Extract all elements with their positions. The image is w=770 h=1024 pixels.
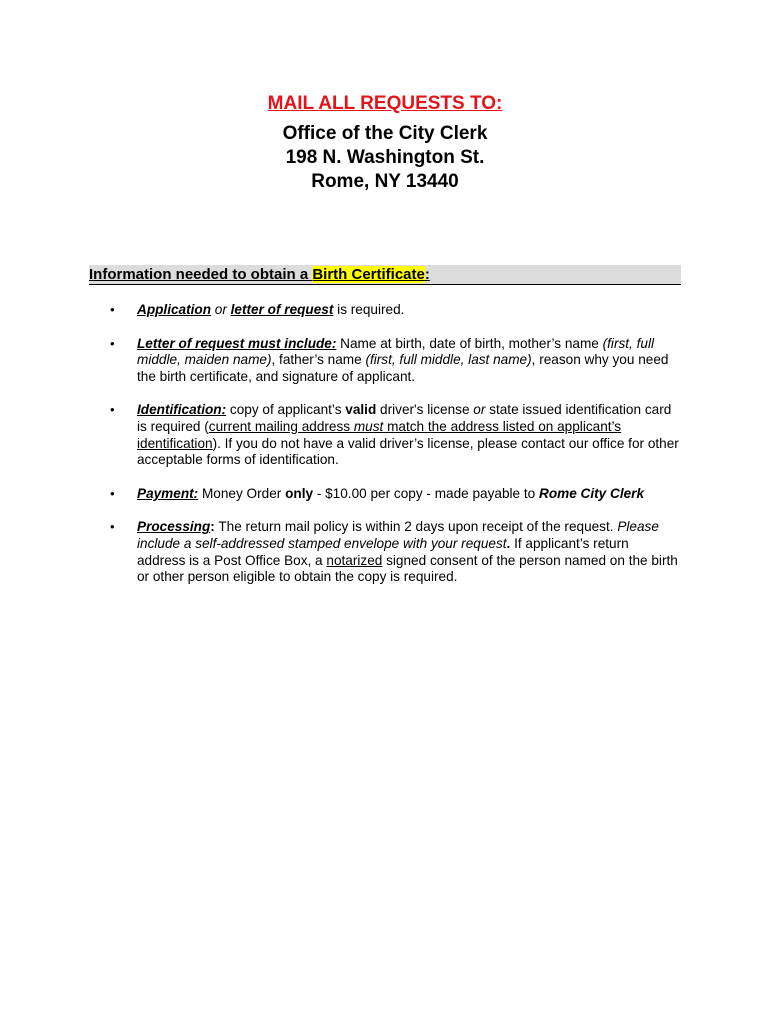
address-line-city: Rome, NY 13440 xyxy=(311,171,459,192)
text-po-box: If applicant’s return address is a Post Office Box, a xyxy=(137,535,629,568)
text-reason-signature: , reason why you need the birth certificate, and signature of applicant. xyxy=(137,352,669,384)
list-item-payment xyxy=(110,486,680,503)
mail-requests-heading: MAIL ALL REQUESTS TO: xyxy=(267,93,503,114)
text-father-name-detail: (first, full middle, last name) xyxy=(365,352,532,368)
section-title-suffix: : xyxy=(424,266,430,283)
bullet-icon: • xyxy=(110,335,115,351)
text-colon: : xyxy=(210,519,215,535)
requirements-list xyxy=(110,302,680,603)
bullet-icon: • xyxy=(110,519,115,535)
text-copy-of-applicant: copy of applicant’s xyxy=(226,402,346,418)
text-must: must xyxy=(353,418,384,434)
list-item-identification xyxy=(110,402,680,468)
text-or: or xyxy=(211,302,231,317)
bullet-icon: • xyxy=(110,302,115,317)
term-application: Application xyxy=(137,302,212,317)
text-mother-name-detail: (first, full middle, maiden name) xyxy=(137,335,654,368)
list-item-application xyxy=(110,302,680,319)
text-drivers-license: driver's license xyxy=(376,402,474,418)
text-valid: valid xyxy=(345,402,377,418)
list-item-letter-of-request xyxy=(110,336,680,386)
text-or: or xyxy=(473,402,486,418)
address-line-street: 198 N. Washington St. xyxy=(285,147,485,168)
section-title-prefix: Information needed to obtain a xyxy=(89,266,313,283)
term-letter-must-include: Letter of request must include: xyxy=(137,335,337,351)
clerk-address xyxy=(0,122,770,194)
bullet-icon: • xyxy=(110,402,115,418)
text-current-mailing-address: current mailing address xyxy=(208,418,354,434)
term-identification: Identification: xyxy=(137,402,227,418)
list-item-processing xyxy=(110,519,680,585)
bullet-icon: • xyxy=(110,485,115,501)
text-price-per-copy: - $10.00 per copy - made payable to xyxy=(313,485,539,501)
text-return-mail-policy: The return mail policy is within 2 days upon receipt of the request. xyxy=(214,519,618,535)
text-money-order: Money Order xyxy=(198,485,286,501)
address-line-office: Office of the City Clerk xyxy=(282,123,488,144)
text-name-at-birth: Name at birth, date of birth, mother’s name xyxy=(336,335,603,351)
text-match-address: match the address listed on applicant’s identification xyxy=(137,418,622,451)
term-letter-of-request: letter of request xyxy=(230,302,334,317)
text-signed-consent: signed consent of the person named on the birth or other person eligible to obtain the copy is required. xyxy=(137,552,678,585)
text-state-id: state issued identification card is required ( xyxy=(137,402,672,434)
text-father-name: , father’s name xyxy=(271,352,366,368)
text-notarized: notarized xyxy=(326,552,383,568)
text-only: only xyxy=(285,485,314,501)
text-payee: Rome City Clerk xyxy=(539,485,645,501)
section-heading xyxy=(89,265,681,285)
text-include-envelope: Please include a self-addressed stamped envelope with your request xyxy=(137,519,659,551)
term-processing: Processing xyxy=(137,519,211,535)
term-payment: Payment: xyxy=(137,485,199,501)
text-required: is required. xyxy=(333,302,405,317)
text-contact-office: ). If you do not have a valid driver’s license, please contact our office for other acceptable forms of identification. xyxy=(137,435,679,468)
text-period: . xyxy=(506,535,511,551)
section-title-highlight: Birth Certificate xyxy=(312,266,425,283)
